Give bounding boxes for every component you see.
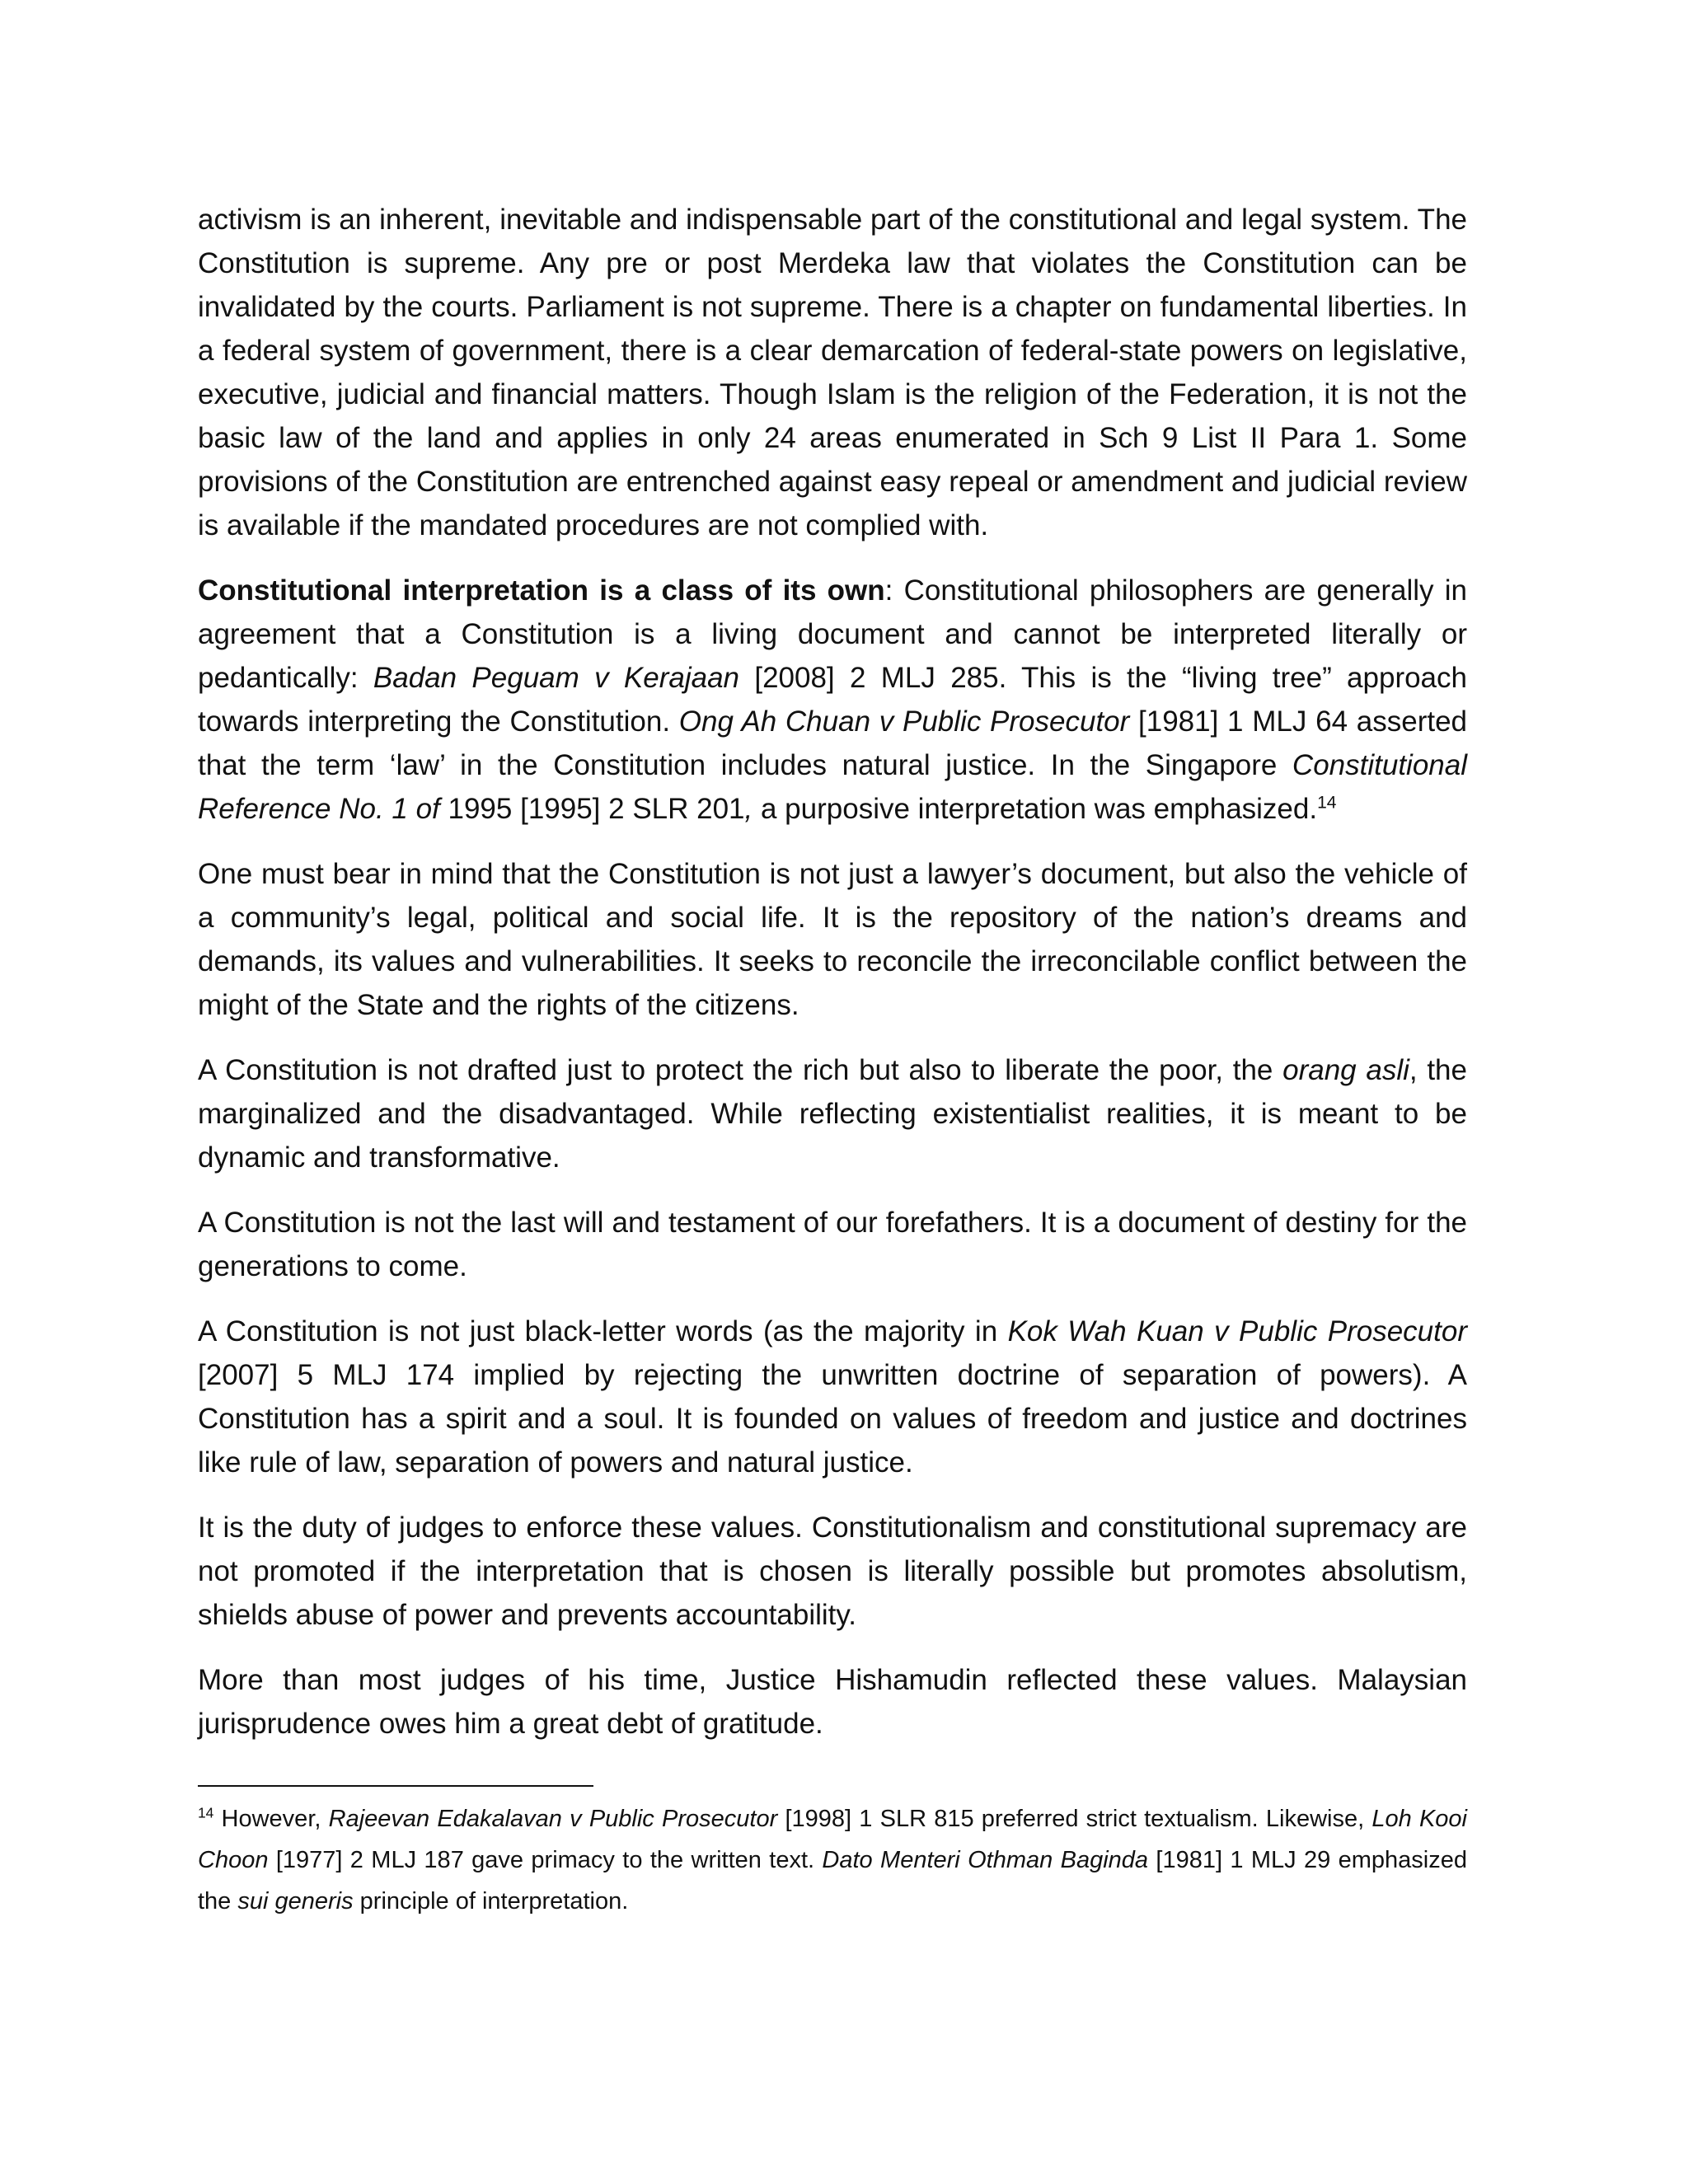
paragraph-document-of-destiny	[198, 1201, 1467, 1288]
footnote-text: [1981] 1 MLJ 29 emphasized the	[198, 1847, 1467, 1915]
paragraph-text: [1981] 1 MLJ 64 asserted that the term ‘law’ in the Constitution includes natural justice. In the Singapore	[198, 705, 1468, 781]
paragraph-text: One must bear in mind that the Constitution is not just a lawyer’s document, but also the vehicle of a community’s legal, political and social life. It is the repository of the nation’s dreams and demands, its values and vulnerabilities. It seeks to reconcile the irreconcilable conflict between the might of the State and the rights of the citizens.	[198, 858, 1467, 1021]
paragraph-activism	[198, 198, 1467, 547]
footnote-text: [1977] 2 MLJ 187 gave primacy to the written text.	[268, 1847, 823, 1873]
paragraph-text: A Constitution is not just black-letter words (as the majority in	[198, 1315, 1008, 1347]
case-name-loh-kooi-choon: Loh Kooi Choon	[198, 1806, 1468, 1873]
paragraph-duty-of-judges	[198, 1506, 1467, 1637]
paragraph-liberate-the-poor	[198, 1048, 1467, 1179]
paragraph-text: a purposive interpretation was emphasized.	[753, 793, 1318, 825]
section-heading: Constitutional interpretation is a class of its own	[198, 574, 885, 607]
emphasis-orang-asli: orang asli	[1282, 1054, 1409, 1086]
footnote-text: [1998] 1 SLR 815 preferred strict textualism. Likewise,	[777, 1806, 1372, 1832]
paragraph-text: : Constitutional philosophers are generally in agreement that a Constitution is a living document and cannot be interpreted literally or pedantically:	[198, 574, 1467, 694]
footnote-number: 14	[198, 1804, 214, 1821]
paragraph-text: [2007] 5 MLJ 174 implied by rejecting the unwritten doctrine of separation of powers). A Constitution has a spirit and a soul. It is founded on values of freedom and justice and doctrines like rule of law, separation of powers and natural justice.	[198, 1359, 1467, 1479]
paragraph-justice-hishamudin	[198, 1658, 1467, 1746]
case-name-badan-peguam: Badan Peguam v Kerajaan	[373, 662, 740, 694]
footnote-text: principle of interpretation.	[353, 1888, 629, 1915]
footnote-reference[interactable]: 14	[1317, 793, 1337, 813]
document-page	[198, 198, 1467, 1922]
paragraph-text: [2008] 2 MLJ 285. This is the “living tree” approach towards interpreting the Constitution.	[198, 662, 1467, 738]
paragraph-text: A Constitution is not drafted just to protect the rich but also to liberate the poor, the	[198, 1054, 1283, 1086]
paragraph-text: A Constitution is not the last will and testament of our forefathers. It is a document of destiny for the generations to come.	[198, 1207, 1467, 1282]
case-name-constitutional-reference: Constitutional Reference No. 1 of	[198, 749, 1467, 825]
paragraph-text: activism is an inherent, inevitable and indispensable part of the constitutional and legal system. The Constitution is supreme. Any pre or post Merdeka law that violates the Constitution can be invalidated by the courts. Parliament is not supreme. There is a chapter on fundamental liberties. In a federal system of government, there is a clear demarcation of federal-state powers on legislative, executive, judicial and financial matters. Though Islam is the religion of the Federation, it is not the basic law of the land and applies in only 24 areas enumerated in Sch 9 List II Para 1. Some provisions of the Constitution are entrenched against easy repeal or amendment and judicial review is available if the mandated procedures are not complied with.	[198, 204, 1467, 541]
case-name-kok-wah-kuan: Kok Wah Kuan v Public Prosecutor	[1007, 1315, 1467, 1347]
footnote-separator	[198, 1785, 593, 1787]
case-name-rajeevan: Rajeevan Edakalavan v Public Prosecutor	[328, 1806, 778, 1832]
paragraph-spirit-and-soul	[198, 1310, 1467, 1484]
paragraph-text: 1995 [1995] 2 SLR 201	[439, 793, 745, 825]
paragraph-constitutional-interpretation	[198, 569, 1467, 831]
emphasis-sui-generis: sui generis	[237, 1888, 354, 1915]
paragraph-lawyers-document	[198, 852, 1467, 1027]
footnote-text: However,	[213, 1806, 329, 1832]
case-name-ong-ah-chuan: Ong Ah Chuan v Public Prosecutor	[678, 705, 1130, 738]
paragraph-text: It is the duty of judges to enforce these values. Constitutionalism and constitutional supremacy are not promoted if the interpretation that is chosen is literally possible but promotes absolutism, shields abuse of power and prevents accountability.	[198, 1511, 1467, 1631]
paragraph-text: More than most judges of his time, Justice Hishamudin reflected these values. Malaysian jurisprudence owes him a great debt of gratitude.	[198, 1664, 1467, 1740]
case-name-dato-menteri: Dato Menteri Othman Baginda	[822, 1847, 1149, 1873]
footnote-14	[198, 1798, 1467, 1922]
paragraph-text: ,	[744, 793, 753, 825]
paragraph-text: , the marginalized and the disadvantaged. While reflecting existentialist realities, it is meant to be dynamic and transformative.	[198, 1054, 1467, 1174]
